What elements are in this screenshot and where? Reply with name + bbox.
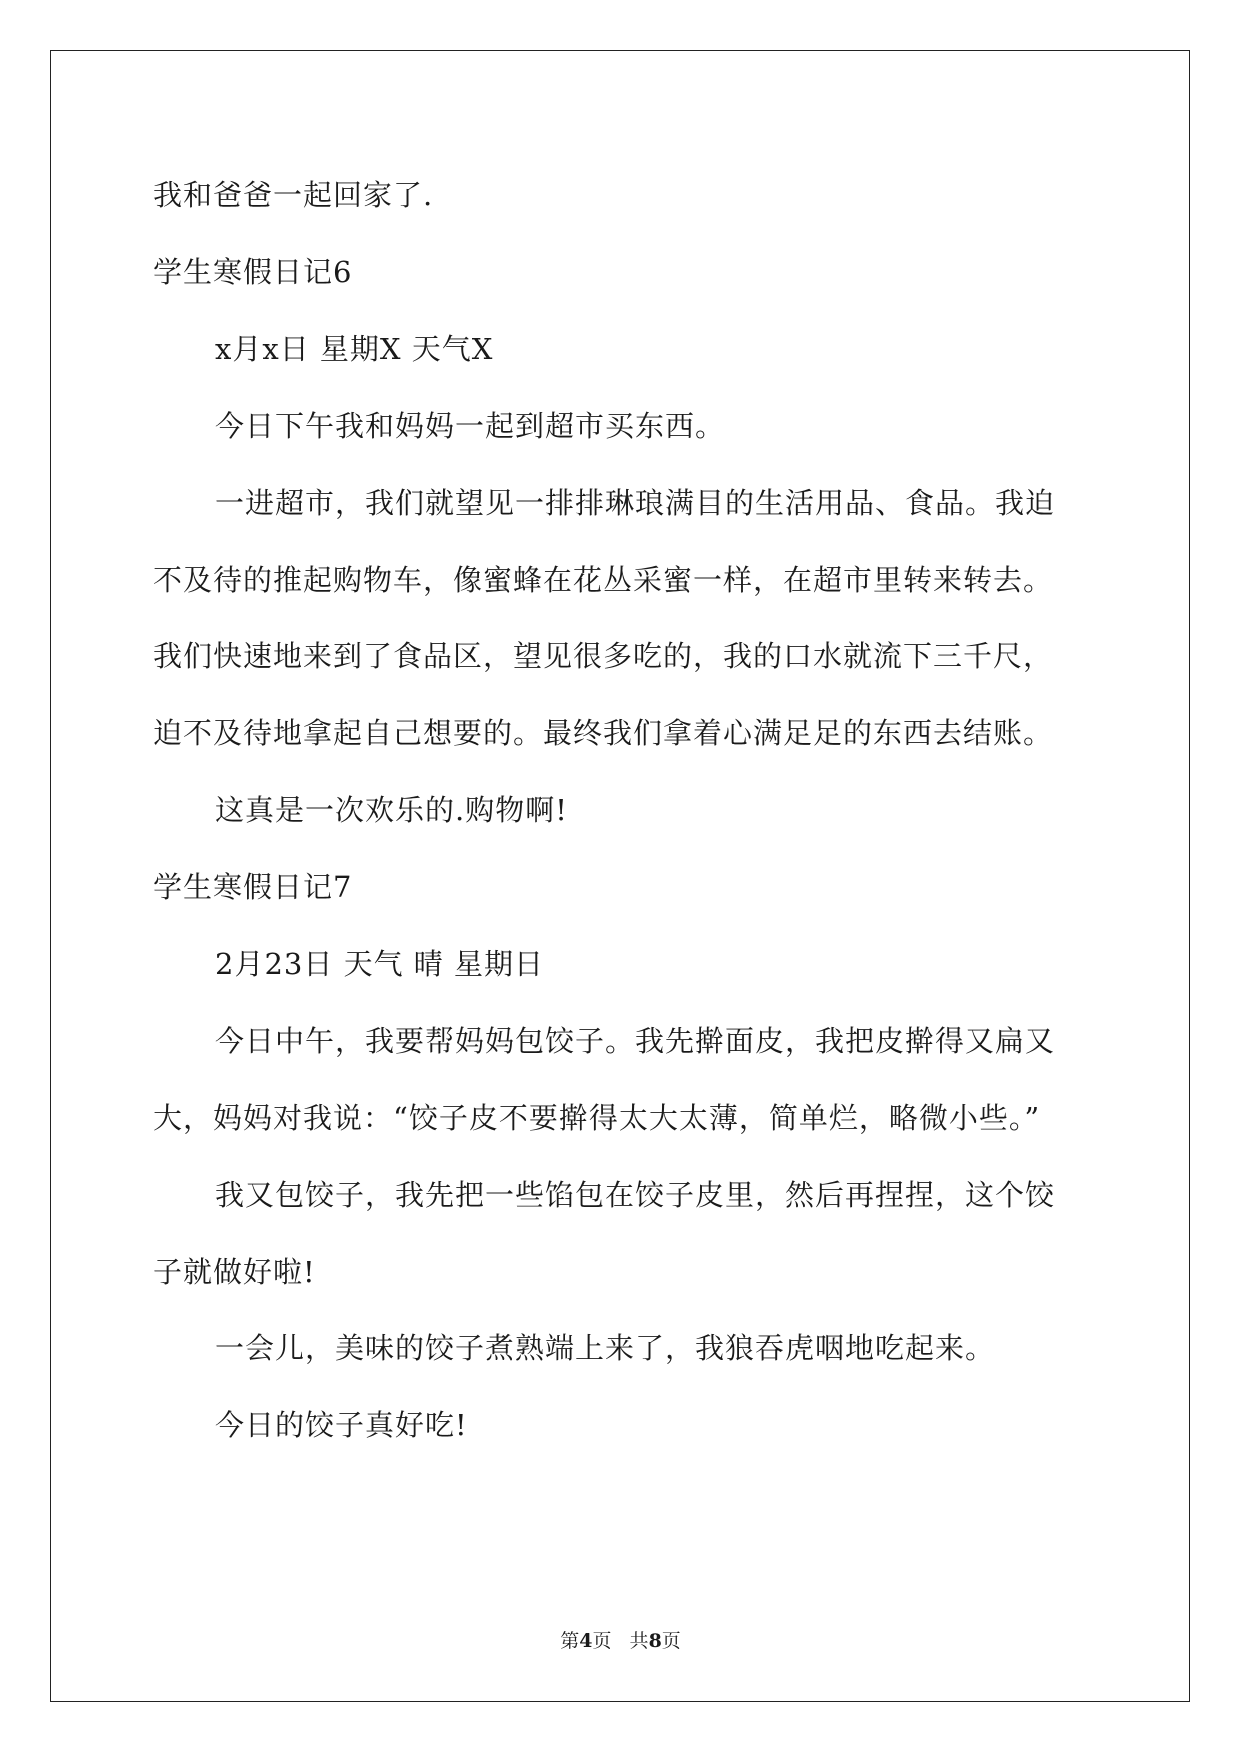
body-line-5: 一进超市，我们就望见一排排琳琅满目的生活用品、食品。我迫 xyxy=(215,486,1056,520)
body-line-15: 子就做好啦! xyxy=(153,1255,316,1289)
body-line-14: 我又包饺子，我先把一些馅包在饺子皮里，然后再捏捏，这个饺 xyxy=(215,1178,1056,1212)
footer-suffix: 页 xyxy=(661,1630,681,1652)
page-footer xyxy=(0,1629,1241,1653)
body-line-9: 这真是一次欢乐的.购物啊! xyxy=(215,793,568,827)
body-line-8: 迫不及待地拿起自己想要的。最终我们拿着心满足足的东西去结账。 xyxy=(153,716,1054,750)
diary-date-line: x月x日 星期X 天气X xyxy=(215,332,494,366)
diary-date-line: 2月23日 天气 晴 星期日 xyxy=(215,947,545,981)
footer-page-total: 8 xyxy=(648,1630,662,1652)
body-line-6: 不及待的推起购物车，像蜜蜂在花丛采蜜一样，在超市里转来转去。 xyxy=(153,563,1054,597)
footer-prefix: 第 xyxy=(560,1630,580,1652)
body-line-4: 今日下午我和妈妈一起到超市买东西。 xyxy=(215,409,726,443)
body-line-17: 今日的饺子真好吃! xyxy=(215,1408,468,1442)
diary-heading-7: 学生寒假日记7 xyxy=(153,870,353,904)
diary-heading-6: 学生寒假日记6 xyxy=(153,255,353,289)
body-line-13: 大，妈妈对我说：“饺子皮不要擀得太大太薄，简单烂，略微小些。” xyxy=(153,1101,1041,1135)
body-line-12: 今日中午，我要帮妈妈包饺子。我先擀面皮，我把皮擀得又扁又 xyxy=(215,1024,1056,1058)
body-line-16: 一会儿，美味的饺子煮熟端上来了，我狼吞虎咽地吃起来。 xyxy=(215,1331,996,1365)
body-line-7: 我们快速地来到了食品区，望见很多吃的，我的口水就流下三千尺， xyxy=(153,639,1054,673)
body-line-1: 我和爸爸一起回家了. xyxy=(153,178,434,212)
footer-mid: 页 共 xyxy=(592,1630,649,1652)
footer-page-current: 4 xyxy=(579,1630,593,1652)
